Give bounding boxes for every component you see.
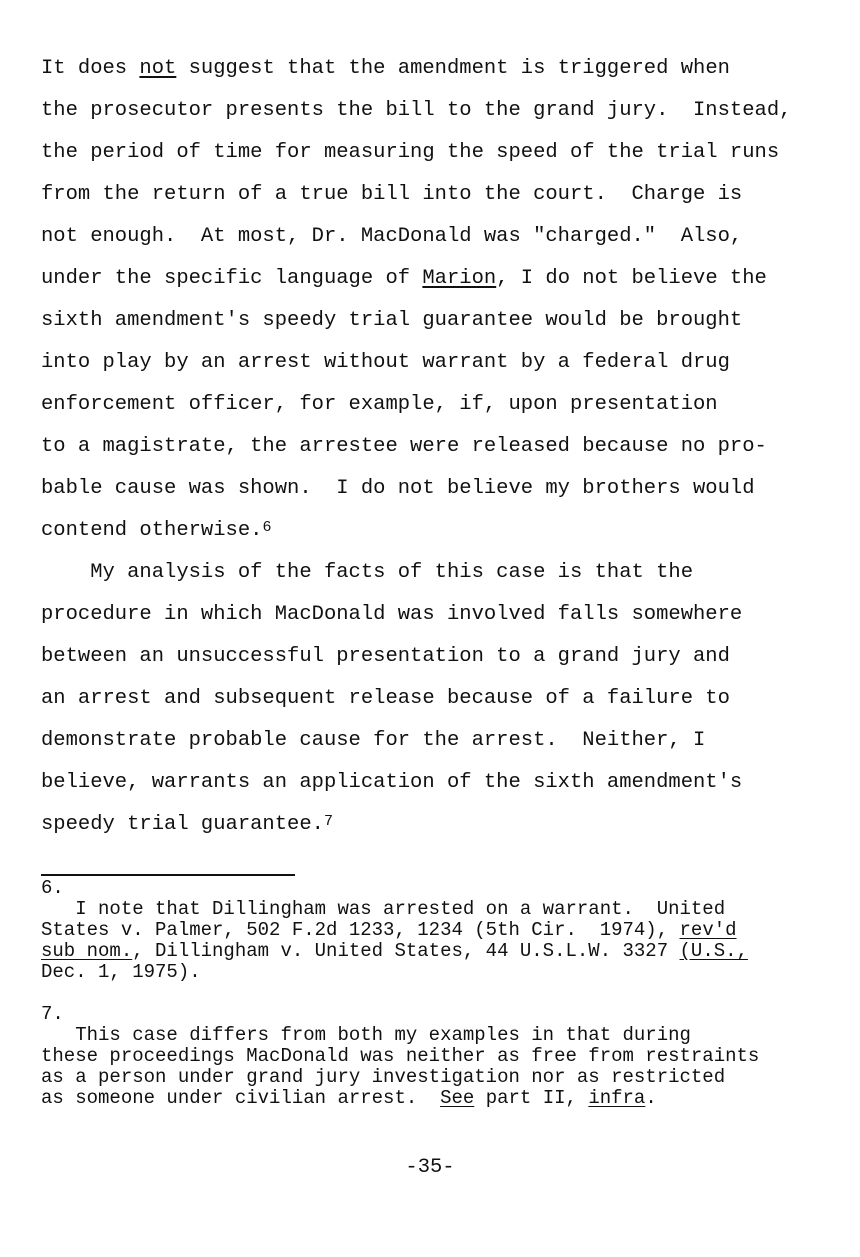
footnote-line: sub nom., Dillingham v. United States, 44 U.S.L.W. 3327 (U.S., (41, 940, 748, 962)
body-line: an arrest and subsequent release because of a failure to (41, 687, 730, 710)
footnote-line: as someone under civilian arrest. See part II, infra. (41, 1087, 657, 1109)
footnote-ref-7: 7 (323, 813, 333, 830)
body-line: demonstrate probable cause for the arrest. Neither, I (41, 729, 706, 752)
body-line: into play by an arrest without warrant by a federal drug (41, 351, 730, 374)
footnote-line: I note that Dillingham was arrested on a warrant. United (41, 898, 726, 920)
body-line: between an unsuccessful presentation to a grand jury and (41, 645, 730, 668)
footnote-ref-6: 6 (262, 519, 272, 536)
case-name-marion: Marion (422, 267, 497, 290)
body-line: contend otherwise.$^6$ (41, 519, 272, 542)
body-line: sixth amendment's speedy trial guarantee would be brought (41, 309, 743, 332)
body-line: My analysis of the facts of this case is that the (41, 561, 694, 584)
footnote-line: This case differs from both my examples in that during (41, 1024, 691, 1046)
body-line: to a magistrate, the arrestee were released because no pro- (41, 435, 767, 458)
body-line: It does not suggest that the amendment is triggered when (41, 57, 730, 80)
citation-us: (U.S., (679, 940, 748, 962)
footnote-line: as a person under grand jury investigation nor as restricted (41, 1066, 726, 1088)
footnote-line: States v. Palmer, 502 F.2d 1233, 1234 (5th Cir. 1974), rev'd (41, 919, 737, 941)
signal-see: See (440, 1087, 475, 1109)
body-line: enforcement officer, for example, if, upon presentation (41, 393, 718, 416)
body-line: the period of time for measuring the speed of the trial runs (41, 141, 780, 164)
signal-infra: infra (588, 1087, 646, 1109)
page-number: -35- (405, 1156, 455, 1179)
body-line: not enough. At most, Dr. MacDonald was "charged." Also, (41, 225, 743, 248)
footnote-line: these proceedings MacDonald was neither as free from restraints (41, 1045, 760, 1067)
footnote-number: 7. (41, 1003, 64, 1025)
body-line: believe, warrants an application of the sixth amendment's (41, 771, 743, 794)
body-line: from the return of a true bill into the court. Charge is (41, 183, 743, 206)
emphasis-not: not (139, 57, 177, 80)
body-line: bable cause was shown. I do not believe my brothers would (41, 477, 755, 500)
citation-sub-nom: sub nom. (41, 940, 133, 962)
body-line: the prosecutor presents the bill to the grand jury. Instead, (41, 99, 792, 122)
footnote-line: Dec. 1, 1975). (41, 961, 201, 983)
body-line: under the specific language of Marion, I do not believe the (41, 267, 767, 290)
footnote-number: 6. (41, 877, 64, 899)
body-line: speedy trial guarantee.$^7$ (41, 813, 333, 836)
body-line: procedure in which MacDonald was involved falls somewhere (41, 603, 743, 626)
citation-revd: rev'd (679, 919, 737, 941)
footnote-separator (41, 874, 295, 876)
